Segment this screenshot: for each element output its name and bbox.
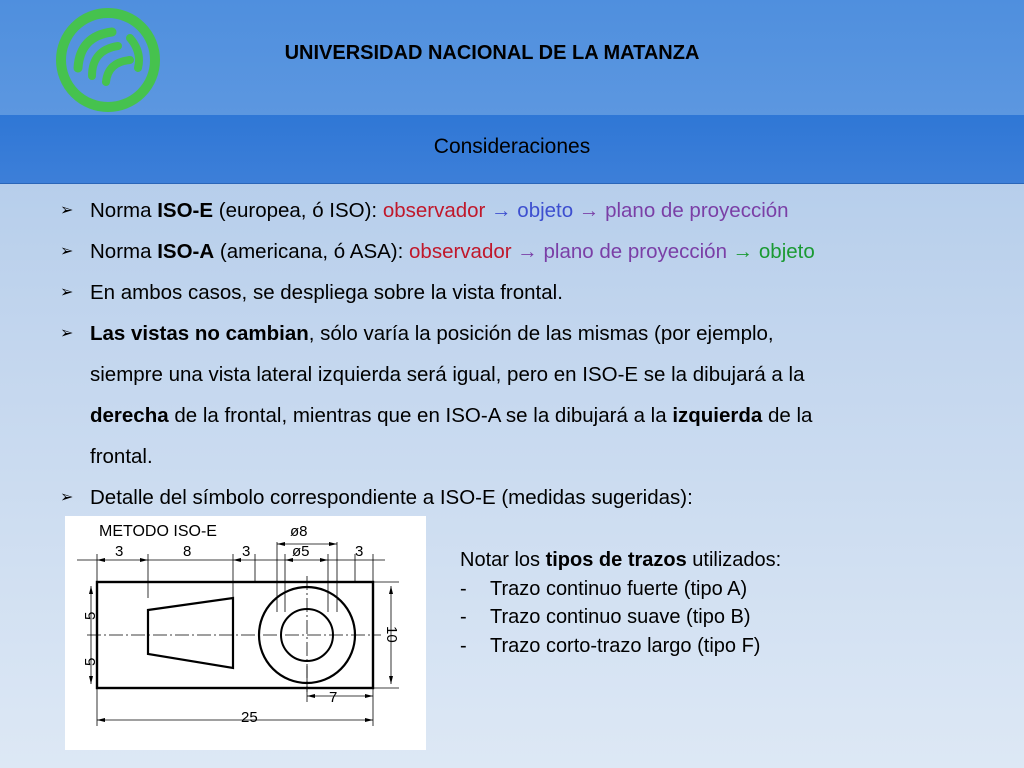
notes-item: - Trazo continuo fuerte (tipo A) [460, 577, 748, 600]
dim-phi5: ø5 [292, 543, 310, 560]
section-title: Consideraciones [433, 135, 591, 158]
arrow-bullet-icon: ➢ [60, 325, 74, 342]
university-title: UNIVERSIDAD NACIONAL DE LA MATANZA [284, 42, 700, 64]
dim-5a: 5 [82, 611, 99, 620]
dim-3a: 3 [115, 543, 124, 560]
dim-phi8: ø8 [290, 523, 308, 540]
bullet-ambos: ➢ En ambos casos, se despliega sobre la vista frontal. [60, 272, 960, 313]
bullet-vistas: ➢ Las vistas no cambian, sólo varía la posición de las mismas (por ejemplo, siempre una vista lateral izquierda será igual, pero en ISO-E se la dibujará a la derecha de la frontal, mientras que en ISO-A se la dibujará a la izquierda de la frontal. [60, 313, 960, 477]
dim-3c: 3 [355, 543, 364, 560]
bullet-iso-a: ➢ Norma ISO-A (americana, ó ASA): observador → plano de proyección → objeto [60, 231, 960, 272]
dim-25: 25 [241, 709, 258, 726]
bullet-iso-e: ➢ Norma ISO-E (europea, ó ISO): observador → objeto → plano de proyección [60, 190, 960, 231]
notes-block [460, 546, 960, 660]
drawing-title: METODO ISO-E [99, 523, 217, 540]
arrow-bullet-icon: ➢ [60, 243, 74, 260]
dim-5b: 5 [82, 657, 99, 666]
notes-item: - Trazo continuo suave (tipo B) [460, 606, 751, 628]
arrow-bullet-icon: ➢ [60, 489, 74, 506]
dim-3b: 3 [242, 543, 251, 560]
arrow-bullet-icon: ➢ [60, 284, 74, 301]
bullet-detalle: ➢ Detalle del símbolo correspondiente a ISO-E (medidas sugeridas): [60, 477, 960, 518]
arrow-bullet-icon: ➢ [60, 202, 74, 219]
bullet-list [60, 190, 960, 518]
dim-8: 8 [183, 543, 192, 560]
notes-item: - Trazo corto-trazo largo (tipo F) [460, 634, 761, 657]
notes-intro: Notar los tipos de trazos utilizados: [460, 549, 782, 571]
iso-e-symbol-drawing [65, 516, 426, 750]
dim-7: 7 [329, 689, 338, 706]
dim-10: 10 [383, 626, 400, 643]
